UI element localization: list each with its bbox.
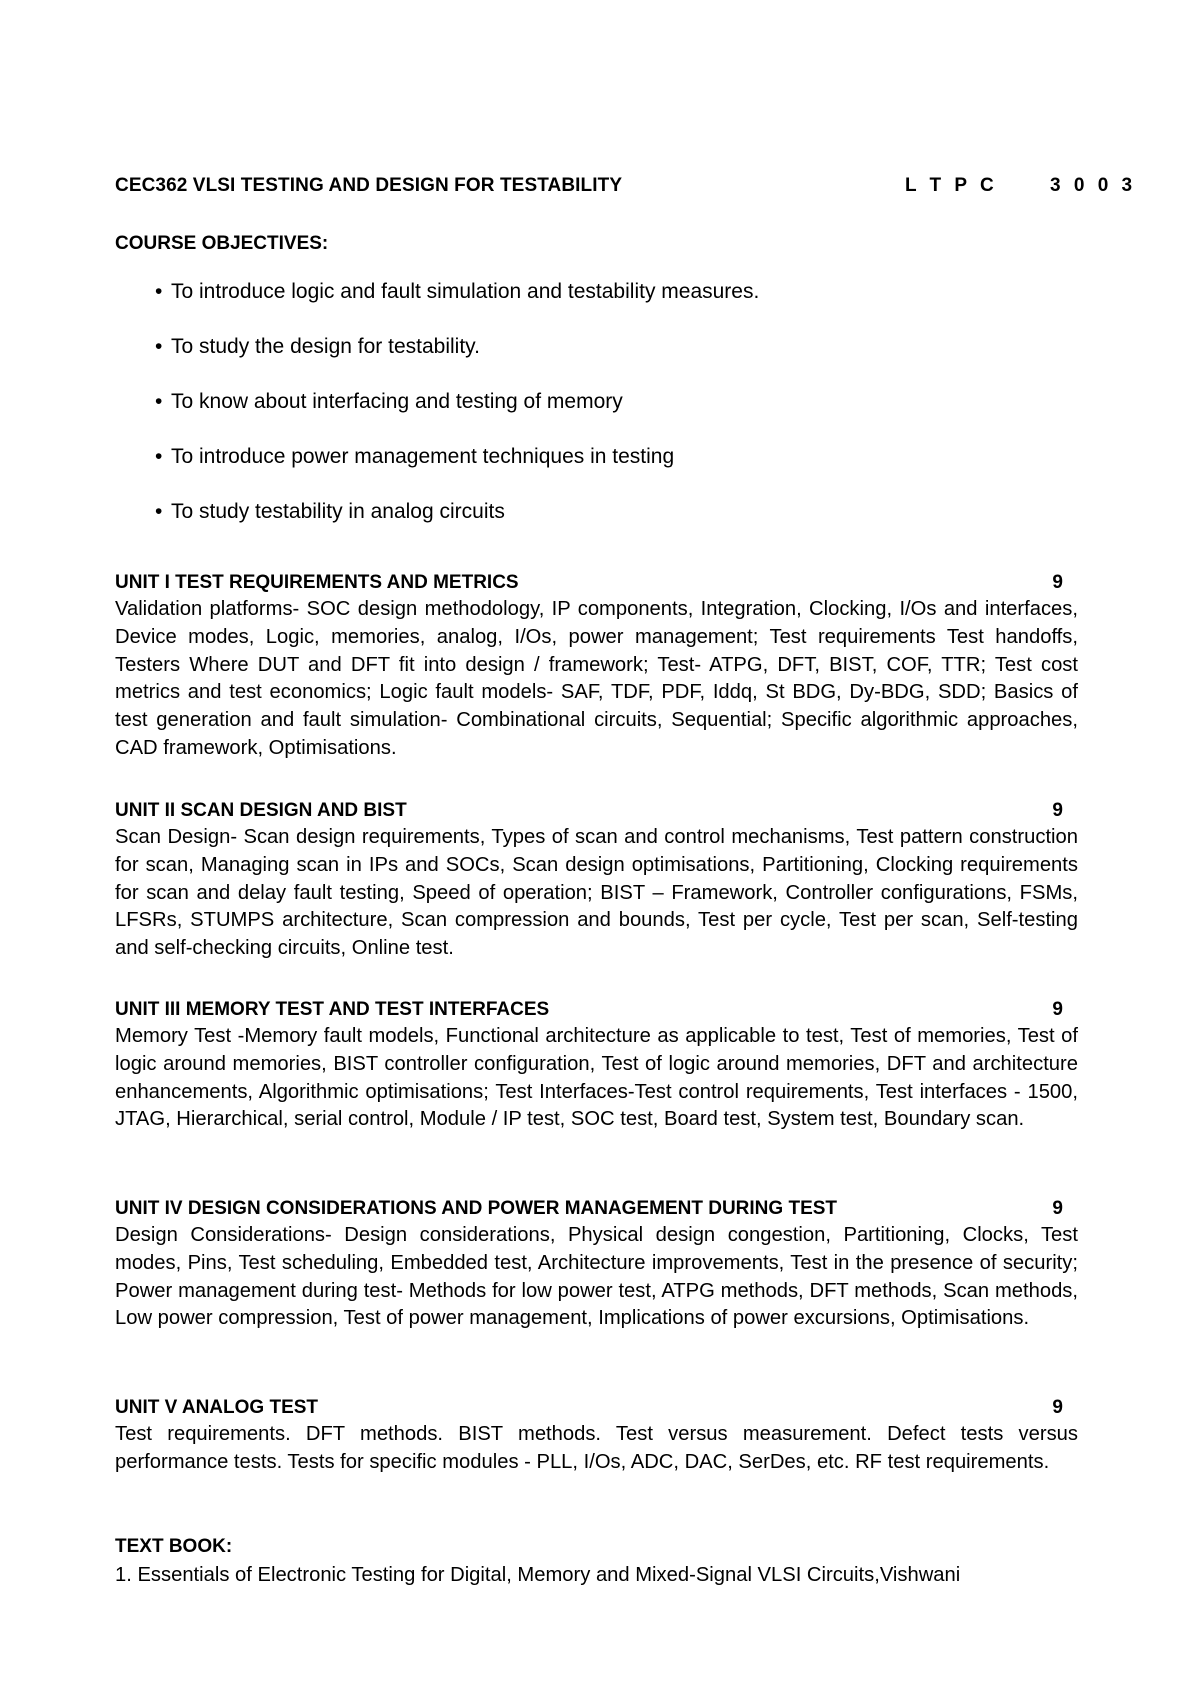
unit-description: Scan Design- Scan design requirements, Types of scan and control mechanisms, Test pattern construction for scan, Managing scan in IPs and SOCs, Scan design optimisations, Partitioning, Clocking requirements for scan and delay fault testing, Speed of operation; BIST – Framework, Controller configurations, FSMs, LFSRs, STUMPS architecture, Scan compression and bounds, Test per cycle, Test per scan, Self-testing and self-checking circuits, Online test.: [115, 826, 1078, 960]
objective-text: To study the design for testability.: [171, 335, 480, 358]
bullet-icon: •: [155, 445, 163, 468]
objective-text: To know about interfacing and testing of memory: [171, 390, 623, 413]
unit-title: UNIT V ANALOG TEST: [115, 1397, 319, 1418]
unit-hours: 9: [1052, 999, 1063, 1020]
objective-text: To study testability in analog circuits: [171, 500, 505, 523]
bullet-icon: •: [155, 390, 163, 413]
unit-hours: 9: [1052, 1397, 1063, 1418]
unit-title: UNIT II SCAN DESIGN AND BIST: [115, 800, 407, 821]
objective-item: [155, 278, 1095, 333]
objective-text: To introduce logic and fault simulation and testability measures.: [171, 280, 760, 303]
unit-description: Validation platforms- SOC design methodology, IP components, Integration, Clocking, I/Os and interfaces, Device modes, Logic, memories, analog, I/Os, power management; Test requirements Test handoffs, Testers Where DUT and DFT fit into design / framework; Test- ATPG, DFT, BIST, COF, TTR; Test cost metrics and test economics; Logic fault models- SAF, TDF, PDF, Iddq, St BDG, Dy-BDG, SDD; Basics of test generation and fault simulation- Combinational circuits, Sequential; Specific algorithmic approaches, CAD framework, Optimisations.: [115, 598, 1078, 759]
bullet-icon: •: [155, 500, 163, 523]
unit-description: Memory Test -Memory fault models, Functional architecture as applicable to test, Test of memories, Test of logic around memories, BIST controller configuration, Test of logic around memories, DFT and architecture enhancements, Algorithmic optimisations; Test Interfaces-Test control requirements, Test interfaces - 1500, JTAG, Hierarchical, serial control, Module / IP test, SOC test, Board test, System test, Boundary scan.: [115, 1025, 1078, 1131]
objective-item: [155, 443, 1095, 498]
unit-title: UNIT IV DESIGN CONSIDERATIONS AND POWER MANAGEMENT DURING TEST: [115, 1198, 838, 1219]
bullet-icon: •: [155, 280, 163, 303]
objective-text: To introduce power management techniques in testing: [171, 445, 675, 468]
unit-hours: 9: [1052, 572, 1063, 593]
ltpc-label: L T P C: [905, 175, 998, 196]
objectives-heading: COURSE OBJECTIVES:: [115, 233, 329, 254]
unit-description: Test requirements. DFT methods. BIST methods. Test versus measurement. Defect tests versus performance tests. Tests for specific modules - PLL, I/Os, ADC, DAC, SerDes, etc. RF test requirements.: [115, 1423, 1078, 1473]
objective-item: [155, 388, 1095, 443]
textbook-entry: 1. Essentials of Electronic Testing for Digital, Memory and Mixed-Signal VLSI Circuits,Vishwani: [115, 1564, 961, 1586]
unit-2: [115, 797, 1078, 963]
unit-hours: 9: [1052, 800, 1063, 821]
unit-description: Design Considerations- Design considerations, Physical design congestion, Partitioning, Clocks, Test modes, Pins, Test scheduling, Embedded test, Architecture improvements, Test in the presence of security; Power management during test- Methods for low power test, ATPG methods, DFT methods, Scan methods, Low power compression, Test of power management, Implications of power excursions, Optimisations.: [115, 1224, 1078, 1330]
course-header: [115, 175, 1137, 201]
unit-5: [115, 1394, 1078, 1477]
unit-title: UNIT I TEST REQUIREMENTS AND METRICS: [115, 572, 519, 593]
textbook-heading: TEXT BOOK:: [115, 1536, 233, 1557]
unit-title: UNIT III MEMORY TEST AND TEST INTERFACES: [115, 999, 550, 1020]
unit-heading: [115, 1195, 1078, 1222]
course-title: CEC362 VLSI TESTING AND DESIGN FOR TESTABILITY: [115, 175, 623, 196]
ltpc-values: 3 0 0 3: [1050, 175, 1137, 196]
objective-item: [155, 498, 1095, 553]
unit-heading: [115, 569, 1078, 596]
unit-4: [115, 1195, 1078, 1333]
unit-3: [115, 996, 1078, 1134]
bullet-icon: •: [155, 335, 163, 358]
unit-hours: 9: [1052, 1198, 1063, 1219]
unit-1: [115, 569, 1078, 763]
unit-heading: [115, 996, 1078, 1023]
objective-item: [155, 333, 1095, 388]
unit-heading: [115, 797, 1078, 824]
objectives-list: [155, 278, 1095, 553]
unit-heading: [115, 1394, 1078, 1421]
